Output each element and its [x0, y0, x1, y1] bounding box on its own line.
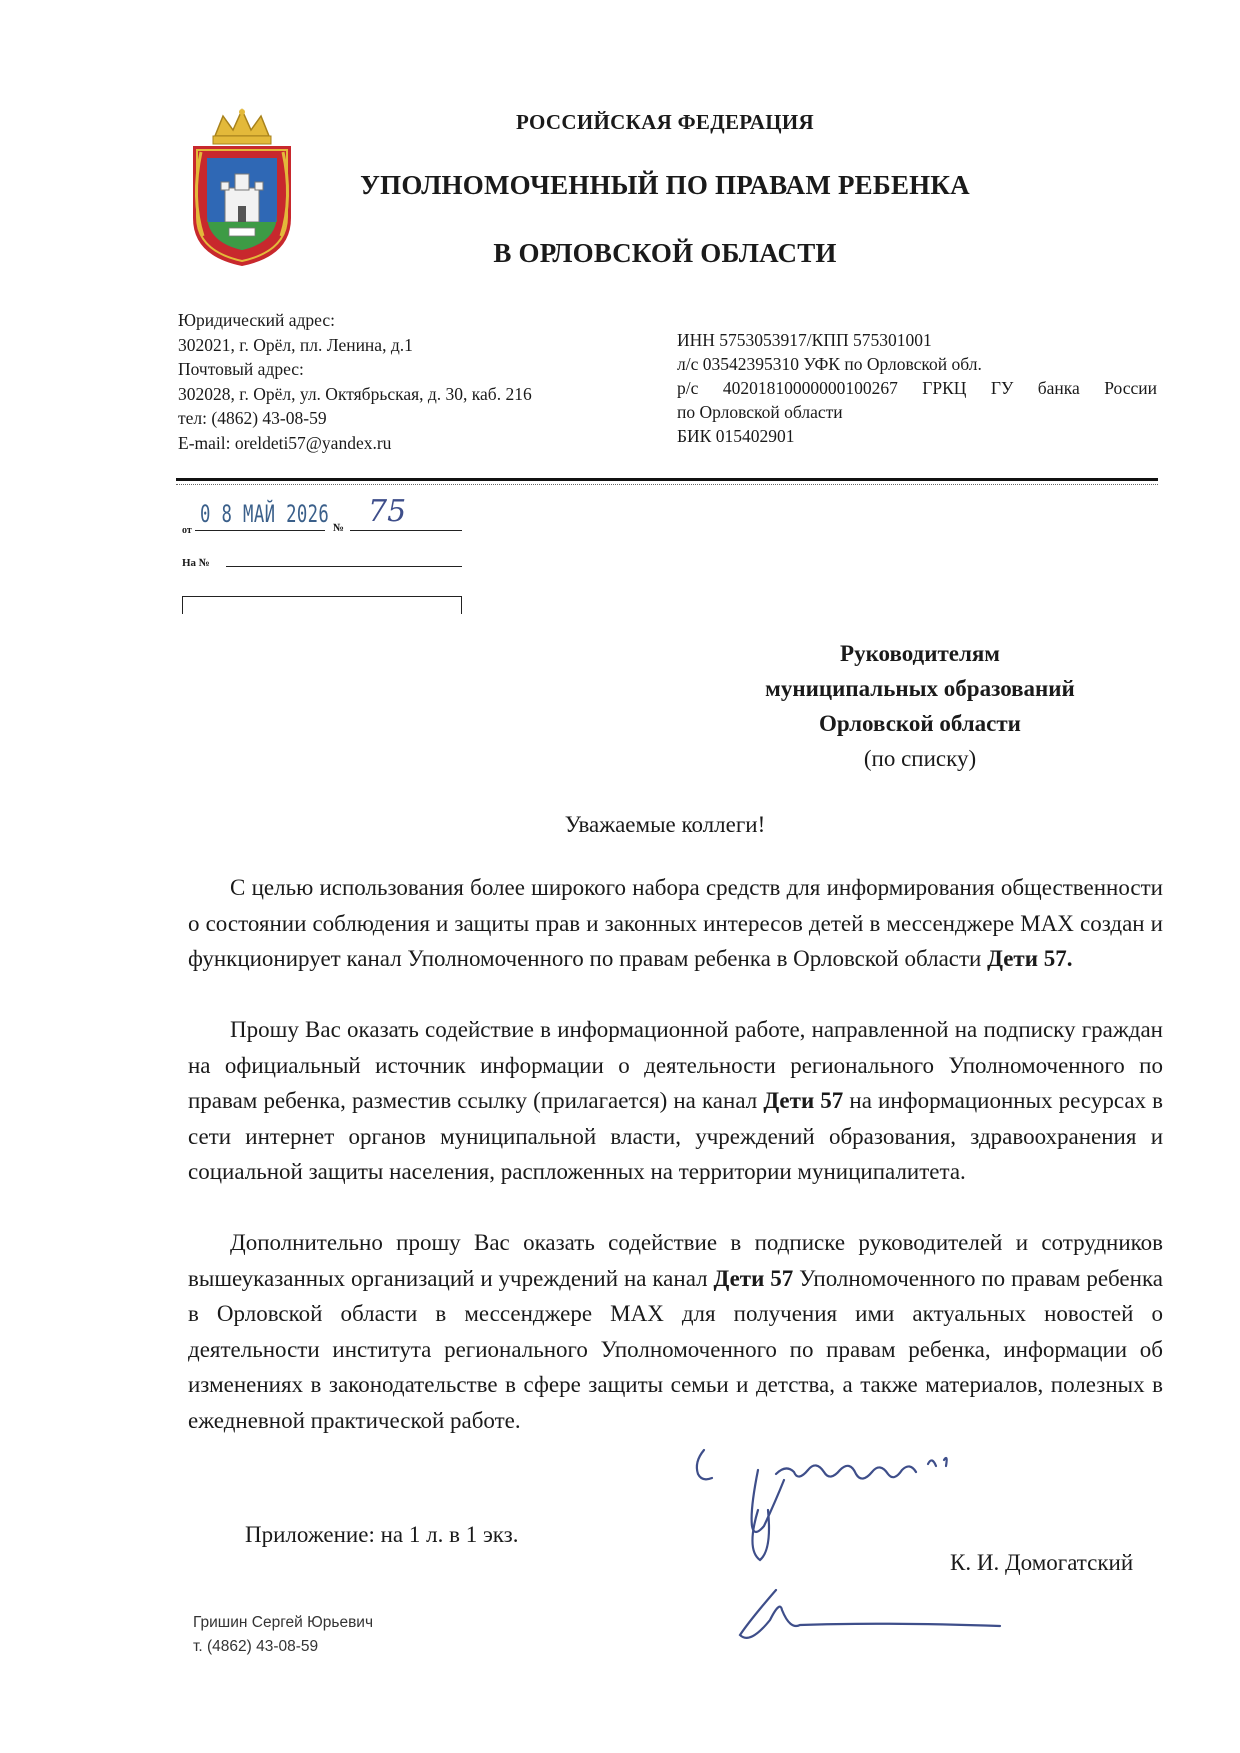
- addressee-line: Руководителям: [840, 641, 1000, 666]
- reg-na-label: На №: [182, 557, 210, 569]
- address-corner-mark: [182, 596, 183, 614]
- paragraph-text: Прошу Вас оказать содействие в информационной работе, направленной на подписку граждан на официальный источник информации о деятельности регионального Уполномоченного по правам ребенка, разместив ссылку (прилагается) на канал: [188, 1017, 1163, 1113]
- channel-name: Дети 57: [763, 1088, 844, 1113]
- email: E-mail: oreldeti57@yandex.ru: [178, 432, 392, 453]
- settlement-account: [677, 376, 1157, 400]
- header-divider-dotted: [176, 484, 1158, 485]
- reg-no-line: [350, 530, 462, 531]
- reg-ot-label: от: [182, 525, 192, 536]
- rs-part: ГРКЦ: [922, 378, 967, 398]
- bank-details-block: [677, 328, 1157, 448]
- settlement-account-cont: по Орловской области: [677, 402, 843, 422]
- paragraph-3: [188, 1225, 1163, 1438]
- rs-part: банка: [1037, 378, 1080, 398]
- phone: тел: (4862) 43-08-59: [178, 408, 327, 428]
- postal-address-label: Почтовый адрес:: [178, 359, 304, 379]
- reg-number: 75: [368, 494, 407, 529]
- address-corner-mark: [461, 596, 462, 614]
- addressee-line: Орловской области: [819, 711, 1021, 736]
- legal-address-label: Юридический адрес:: [178, 310, 336, 330]
- rs-part: 40201810000000100267: [722, 378, 898, 398]
- executor-name: Гришин Сергей Юрьевич: [193, 1614, 374, 1631]
- greeting: Уважаемые коллеги!: [564, 812, 766, 837]
- channel-name: Дети 57: [713, 1265, 794, 1291]
- channel-name: Дети 57.: [987, 946, 1073, 971]
- appendix-note: Приложение: на 1 л. в 1 экз.: [245, 1522, 519, 1547]
- header-country: РОССИЙСКАЯ ФЕДЕРАЦИЯ: [516, 110, 814, 134]
- signer-name: К. И. Домогатский: [950, 1550, 1134, 1575]
- address-corner-mark: [182, 596, 462, 597]
- paragraph-2: [188, 1012, 1163, 1190]
- header-title: УПОЛНОМОЧЕННЫЙ ПО ПРАВАМ РЕБЕНКА: [360, 170, 970, 200]
- reg-date-line: [195, 530, 325, 531]
- legal-address: 302021, г. Орёл, пл. Ленина, д.1: [178, 334, 413, 355]
- rs-part: России: [1104, 378, 1157, 398]
- postal-address: 302028, г. Орёл, ул. Октябрьская, д. 30, каб. 216: [178, 383, 532, 404]
- header-divider: [176, 478, 1158, 481]
- executor-phone: т. (4862) 43-08-59: [193, 1638, 319, 1655]
- personal-account: л/с 03542395310 УФК по Орловской обл.: [677, 354, 982, 374]
- reg-no-label: №: [333, 522, 345, 534]
- rs-part: ГУ: [990, 378, 1014, 398]
- inn-kpp: ИНН 5753053917/КПП 575301001: [677, 330, 932, 350]
- address-left-block: [178, 308, 532, 455]
- header-region: В ОРЛОВСКОЙ ОБЛАСТИ: [493, 238, 837, 268]
- paragraph-1: [188, 870, 1163, 977]
- reg-date-stamp: 0 8 МАЙ 2026: [200, 500, 330, 528]
- reg-na-line: [226, 566, 462, 567]
- executor-block: [193, 1611, 373, 1659]
- addressee-line: муниципальных образований: [765, 676, 1075, 701]
- paragraph-text: на информационных ресурсах в сети интернет органов муниципальной власти, учреждений образования, здравоохранения и социальной защиты населения, распложенных на территории муниципалитета.: [188, 1088, 1163, 1184]
- addressee-block: [720, 636, 1120, 776]
- rs-part: р/с: [677, 378, 699, 398]
- addressee-line: (по списку): [863, 746, 977, 771]
- bik: БИК 015402901: [677, 426, 795, 446]
- paragraph-text: Уполномоченного по правам ребенка в Орловской области в мессенджере MAX для получения ими актуальных новостей о деятельности института регионального Уполномоченного по правам ребенка, информации об изменениях в законодательстве в сфере защиты семьи и детства, а также материалов, полезных в ежедневной практической работе.: [188, 1265, 1163, 1433]
- paragraph-text: Дополнительно прошу Вас оказать содействие в подписке руководителей и сотрудников вышеуказанных организаций и учреждений на канал: [188, 1230, 1163, 1291]
- paragraph-text: С целью использования более широкого набора средств для информирования общественности о состоянии соблюдения и защиты прав и законных интересов детей в мессенджере MAX создан и функционирует канал Уполномоченного по правам ребенка в Орловской области: [188, 875, 1163, 971]
